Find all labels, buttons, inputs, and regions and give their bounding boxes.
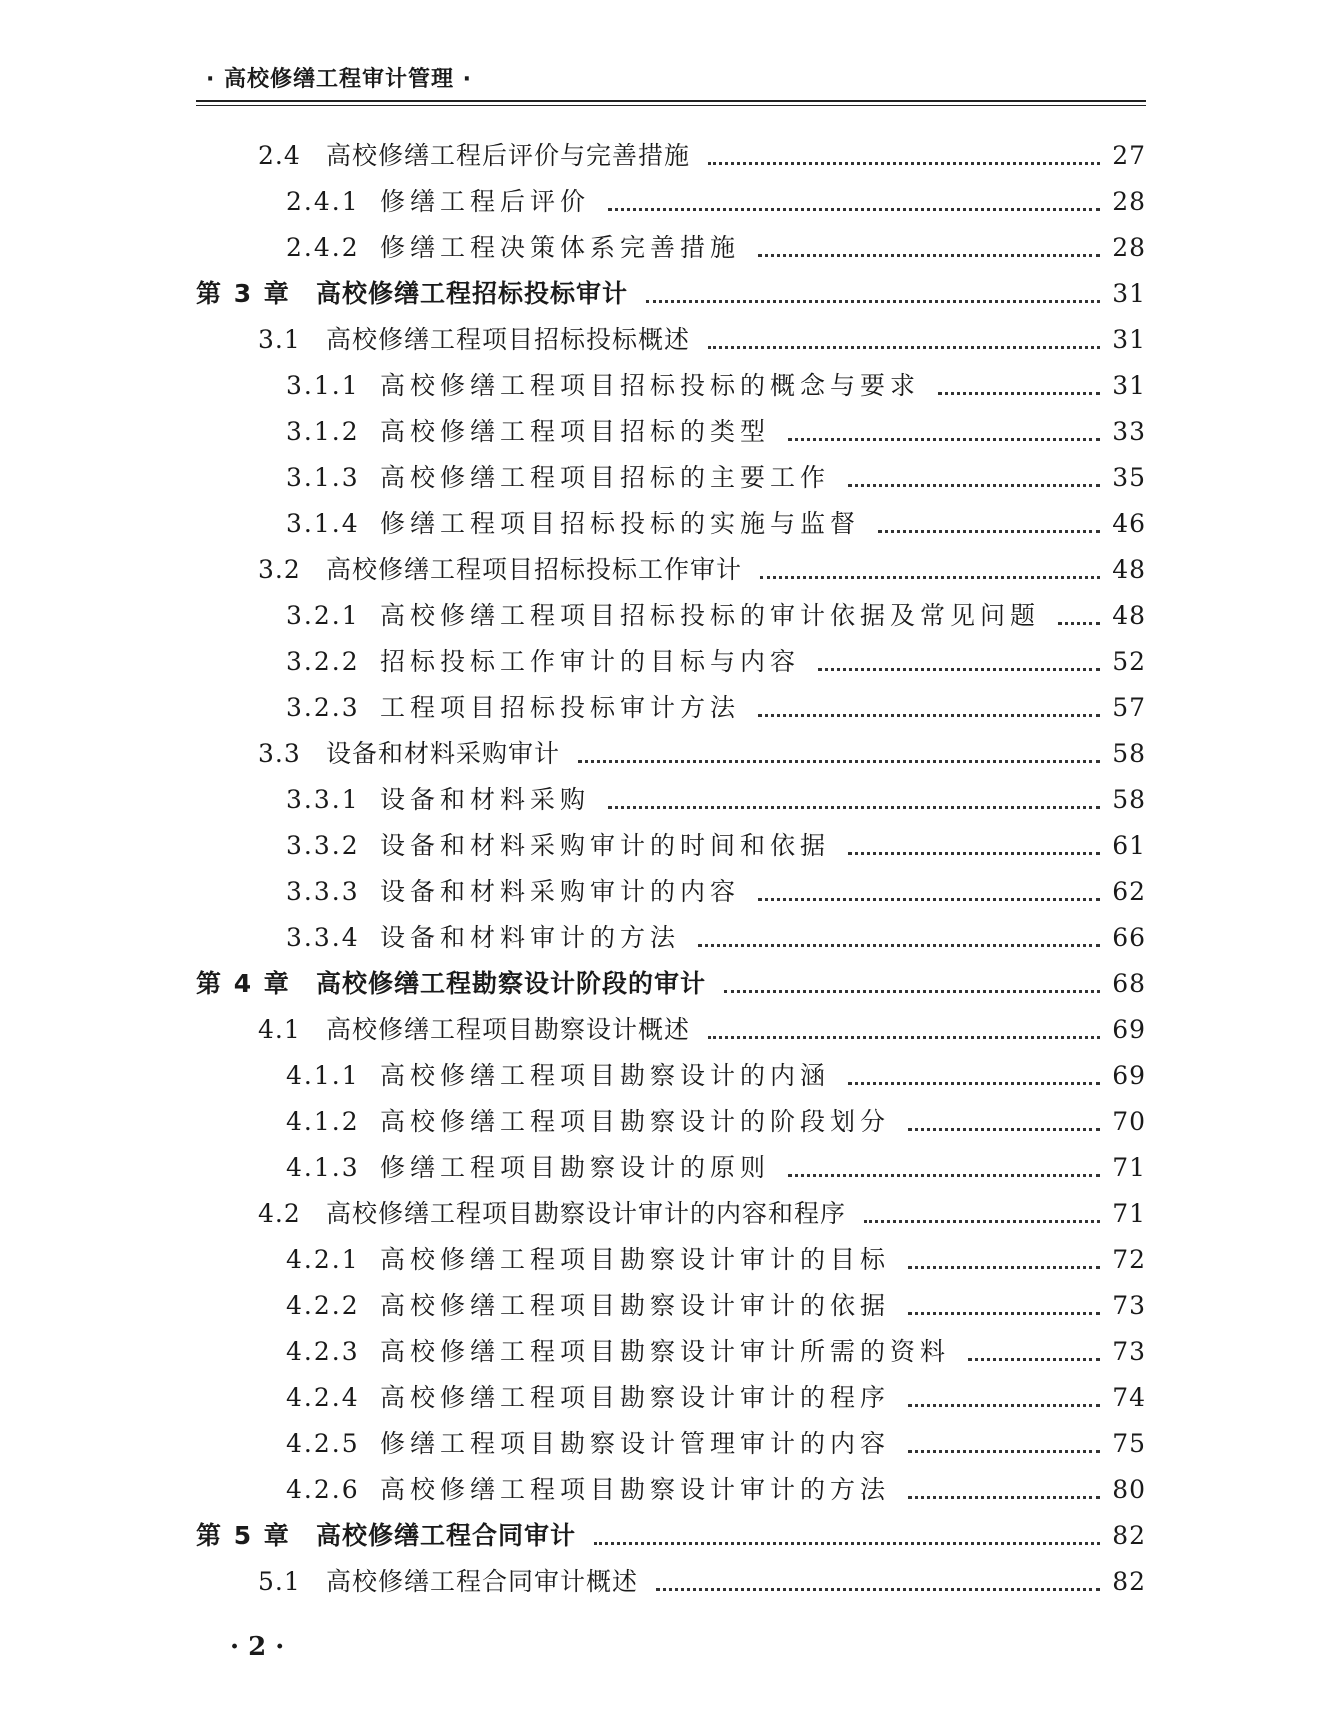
toc-entry-title: 高校修缮工程项目勘察设计审计的方法 [380,1475,891,1504]
toc-entry-page: 74 [1112,1383,1146,1412]
toc-dot-leader [848,852,1100,855]
toc-entry-number: 3.3.1 [286,785,360,814]
toc-entry-number: 第 4 章 [196,969,291,998]
toc-entry-title: 高校修缮工程项目招标的类型 [380,417,771,446]
toc-subsection-entry[interactable] [0,644,1339,684]
toc-entry-page: 35 [1112,463,1146,492]
toc-dot-leader [698,944,1100,947]
toc-subsection-entry[interactable] [0,1058,1339,1098]
toc-entry-page: 27 [1112,141,1146,170]
toc-dot-leader [908,1496,1100,1499]
toc-entry-title: 高校修缮工程勘察设计阶段的审计 [316,969,707,998]
toc-entry-page: 28 [1112,187,1146,216]
toc-entry-title: 设备和材料采购 [380,785,591,814]
toc-entry-title: 高校修缮工程项目勘察设计审计所需的资料 [380,1337,951,1366]
toc-entry-page: 52 [1112,647,1146,676]
toc-entry-number: 3.3.4 [286,923,360,952]
toc-dot-leader [1058,622,1100,625]
toc-entry-title: 设备和材料采购审计的时间和依据 [380,831,831,860]
toc-entry-page: 46 [1112,509,1146,538]
toc-dot-leader [848,484,1100,487]
toc-entry-title: 修缮工程项目勘察设计的原则 [380,1153,771,1182]
toc-entry-title: 高校修缮工程后评价与完善措施 [326,141,691,170]
toc-entry-number: 4.2.4 [286,1383,360,1412]
toc-entry-title: 修缮工程决策体系完善措施 [380,233,741,262]
toc-entry-title: 高校修缮工程项目勘察设计审计的依据 [380,1291,891,1320]
toc-entry-title: 设备和材料采购审计的内容 [380,877,741,906]
toc-entry-number: 3.1.3 [286,463,360,492]
toc-entry-page: 58 [1112,785,1146,814]
toc-dot-leader [818,668,1100,671]
toc-entry-title: 高校修缮工程项目勘察设计的内涵 [380,1061,831,1090]
toc-entry-title: 修缮工程项目招标投标的实施与监督 [380,509,861,538]
toc-subsection-entry[interactable] [0,1472,1339,1512]
toc-entry-title: 工程项目招标投标审计方法 [380,693,741,722]
toc-entry-page: 75 [1112,1429,1146,1458]
toc-subsection-entry[interactable] [0,1288,1339,1328]
toc-entry-page: 73 [1112,1337,1146,1366]
toc-chapter-entry[interactable] [0,966,1339,1006]
toc-entry-title: 高校修缮工程合同审计 [316,1521,577,1550]
toc-entry-number: 4.2.5 [286,1429,360,1458]
toc-section-entry[interactable] [0,736,1339,776]
toc-dot-leader [908,1450,1100,1453]
toc-entry-page: 71 [1112,1153,1146,1182]
toc-section-entry[interactable] [0,1012,1339,1052]
toc-entry-number: 4.1.3 [286,1153,360,1182]
toc-entry-number: 2.4 [258,141,301,170]
toc-subsection-entry[interactable] [0,1104,1339,1144]
toc-subsection-entry[interactable] [0,1150,1339,1190]
toc-dot-leader [708,346,1100,349]
toc-entry-title: 高校修缮工程项目招标投标工作审计 [326,555,743,584]
toc-entry-number: 3.1.2 [286,417,360,446]
toc-subsection-entry[interactable] [0,1242,1339,1282]
toc-dot-leader [656,1588,1100,1591]
toc-subsection-entry[interactable] [0,782,1339,822]
toc-entry-number: 3.2.2 [286,647,360,676]
toc-entry-number: 3.1.1 [286,371,360,400]
toc-entry-number: 3.2.3 [286,693,360,722]
toc-entry-page: 71 [1112,1199,1146,1228]
toc-dot-leader [878,530,1100,533]
toc-entry-number: 4.2.6 [286,1475,360,1504]
toc-entry-title: 高校修缮工程项目招标的主要工作 [380,463,831,492]
toc-dot-leader [758,714,1100,717]
toc-dot-leader [646,300,1100,303]
running-header [196,58,1146,94]
toc-entry-page: 73 [1112,1291,1146,1320]
toc-entry-page: 82 [1112,1521,1146,1550]
toc-entry-title: 高校修缮工程项目勘察设计的阶段划分 [380,1107,891,1136]
toc-entry-page: 69 [1112,1015,1146,1044]
toc-entry-title: 修缮工程后评价 [380,187,591,216]
toc-entry-number: 第 5 章 [196,1521,291,1550]
toc-subsection-entry[interactable] [0,368,1339,408]
toc-entry-page: 48 [1112,555,1146,584]
toc-entry-number: 4.2.2 [286,1291,360,1320]
toc-dot-leader [864,1220,1100,1223]
toc-subsection-entry[interactable] [0,690,1339,730]
toc-entry-title: 高校修缮工程招标投标审计 [316,279,629,308]
toc-section-entry[interactable] [0,1564,1339,1604]
toc-entry-title: 高校修缮工程项目招标投标概述 [326,325,691,354]
toc-entry-number: 4.2.1 [286,1245,360,1274]
toc-section-entry[interactable] [0,138,1339,178]
toc-subsection-entry[interactable] [0,920,1339,960]
toc-entry-title: 高校修缮工程合同审计概述 [326,1567,639,1596]
toc-entry-number: 4.1 [258,1015,301,1044]
toc-entry-page: 70 [1112,1107,1146,1136]
toc-dot-leader [758,898,1100,901]
toc-entry-number: 3.3 [258,739,301,768]
toc-entry-page: 82 [1112,1567,1146,1596]
toc-dot-leader [578,760,1100,763]
toc-entry-number: 3.2 [258,555,301,584]
toc-dot-leader [908,1266,1100,1269]
toc-dot-leader [908,1404,1100,1407]
toc-entry-page: 31 [1112,325,1146,354]
toc-entry-number: 4.2.3 [286,1337,360,1366]
toc-entry-page: 28 [1112,233,1146,262]
toc-entry-page: 80 [1112,1475,1146,1504]
toc-dot-leader [760,576,1100,579]
toc-chapter-entry[interactable] [0,1518,1339,1558]
toc-entry-number: 4.2 [258,1199,301,1228]
toc-subsection-entry[interactable] [0,1380,1339,1420]
toc-entry-number: 4.1.1 [286,1061,360,1090]
toc-entry-title: 设备和材料采购审计 [326,739,561,768]
toc-subsection-entry[interactable] [0,598,1339,638]
toc-entry-number: 3.3.3 [286,877,360,906]
toc-entry-number: 3.1 [258,325,301,354]
toc-entry-number: 5.1 [258,1567,301,1596]
toc-subsection-entry[interactable] [0,506,1339,546]
toc-entry-page: 57 [1112,693,1146,722]
toc-entry-number: 2.4.1 [286,187,360,216]
toc-dot-leader [848,1082,1100,1085]
header-rule-thin [196,105,1146,106]
toc-dot-leader [608,806,1100,809]
toc-entry-number: 3.1.4 [286,509,360,538]
toc-entry-title: 高校修缮工程项目勘察设计概述 [326,1015,691,1044]
toc-dot-leader [608,208,1100,211]
toc-entry-page: 58 [1112,739,1146,768]
toc-section-entry[interactable] [0,322,1339,362]
toc-dot-leader [968,1358,1100,1361]
toc-subsection-entry[interactable] [0,230,1339,270]
toc-section-entry[interactable] [0,552,1339,592]
toc-subsection-entry[interactable] [0,414,1339,454]
toc-entry-title: 高校修缮工程项目勘察设计审计的内容和程序 [326,1199,847,1228]
toc-entry-page: 31 [1112,279,1146,308]
toc-entry-page: 61 [1112,831,1146,860]
toc-entry-page: 48 [1112,601,1146,630]
toc-entry-title: 设备和材料审计的方法 [380,923,681,952]
toc-subsection-entry[interactable] [0,828,1339,868]
toc-entry-number: 4.1.2 [286,1107,360,1136]
toc-entry-number: 3.3.2 [286,831,360,860]
toc-dot-leader [708,1036,1100,1039]
toc-entry-page: 72 [1112,1245,1146,1274]
toc-dot-leader [708,162,1100,165]
running-header-text: · 高校修缮工程审计管理 · [206,67,473,92]
toc-subsection-entry[interactable] [0,460,1339,500]
toc-entry-page: 62 [1112,877,1146,906]
toc-entry-number: 第 3 章 [196,279,291,308]
toc-entry-number: 2.4.2 [286,233,360,262]
toc-dot-leader [938,392,1100,395]
toc-entry-title: 修缮工程项目勘察设计管理审计的内容 [380,1429,891,1458]
toc-entry-page: 68 [1112,969,1146,998]
toc-entry-title: 高校修缮工程项目勘察设计审计的目标 [380,1245,891,1274]
toc-dot-leader [908,1128,1100,1131]
page-number: · 2 · [230,1632,285,1662]
toc-entry-title: 高校修缮工程项目勘察设计审计的程序 [380,1383,891,1412]
toc-dot-leader [788,1174,1100,1177]
toc-chapter-entry[interactable] [0,276,1339,316]
toc-dot-leader [724,990,1100,993]
toc-dot-leader [788,438,1100,441]
toc-entry-page: 69 [1112,1061,1146,1090]
toc-dot-leader [594,1542,1100,1545]
toc-entry-title: 高校修缮工程项目招标投标的审计依据及常见问题 [380,601,1041,630]
toc-entry-number: 3.2.1 [286,601,360,630]
toc-section-entry[interactable] [0,1196,1339,1236]
toc-entry-page: 33 [1112,417,1146,446]
header-rule-thick [196,100,1146,102]
toc-entry-page: 66 [1112,923,1146,952]
toc-entry-page: 31 [1112,371,1146,400]
toc-entry-title: 招标投标工作审计的目标与内容 [380,647,801,676]
toc-subsection-entry[interactable] [0,874,1339,914]
toc-subsection-entry[interactable] [0,1426,1339,1466]
toc-subsection-entry[interactable] [0,1334,1339,1374]
toc-subsection-entry[interactable] [0,184,1339,224]
toc-entry-title: 高校修缮工程项目招标投标的概念与要求 [380,371,921,400]
toc-dot-leader [758,254,1100,257]
toc-dot-leader [908,1312,1100,1315]
